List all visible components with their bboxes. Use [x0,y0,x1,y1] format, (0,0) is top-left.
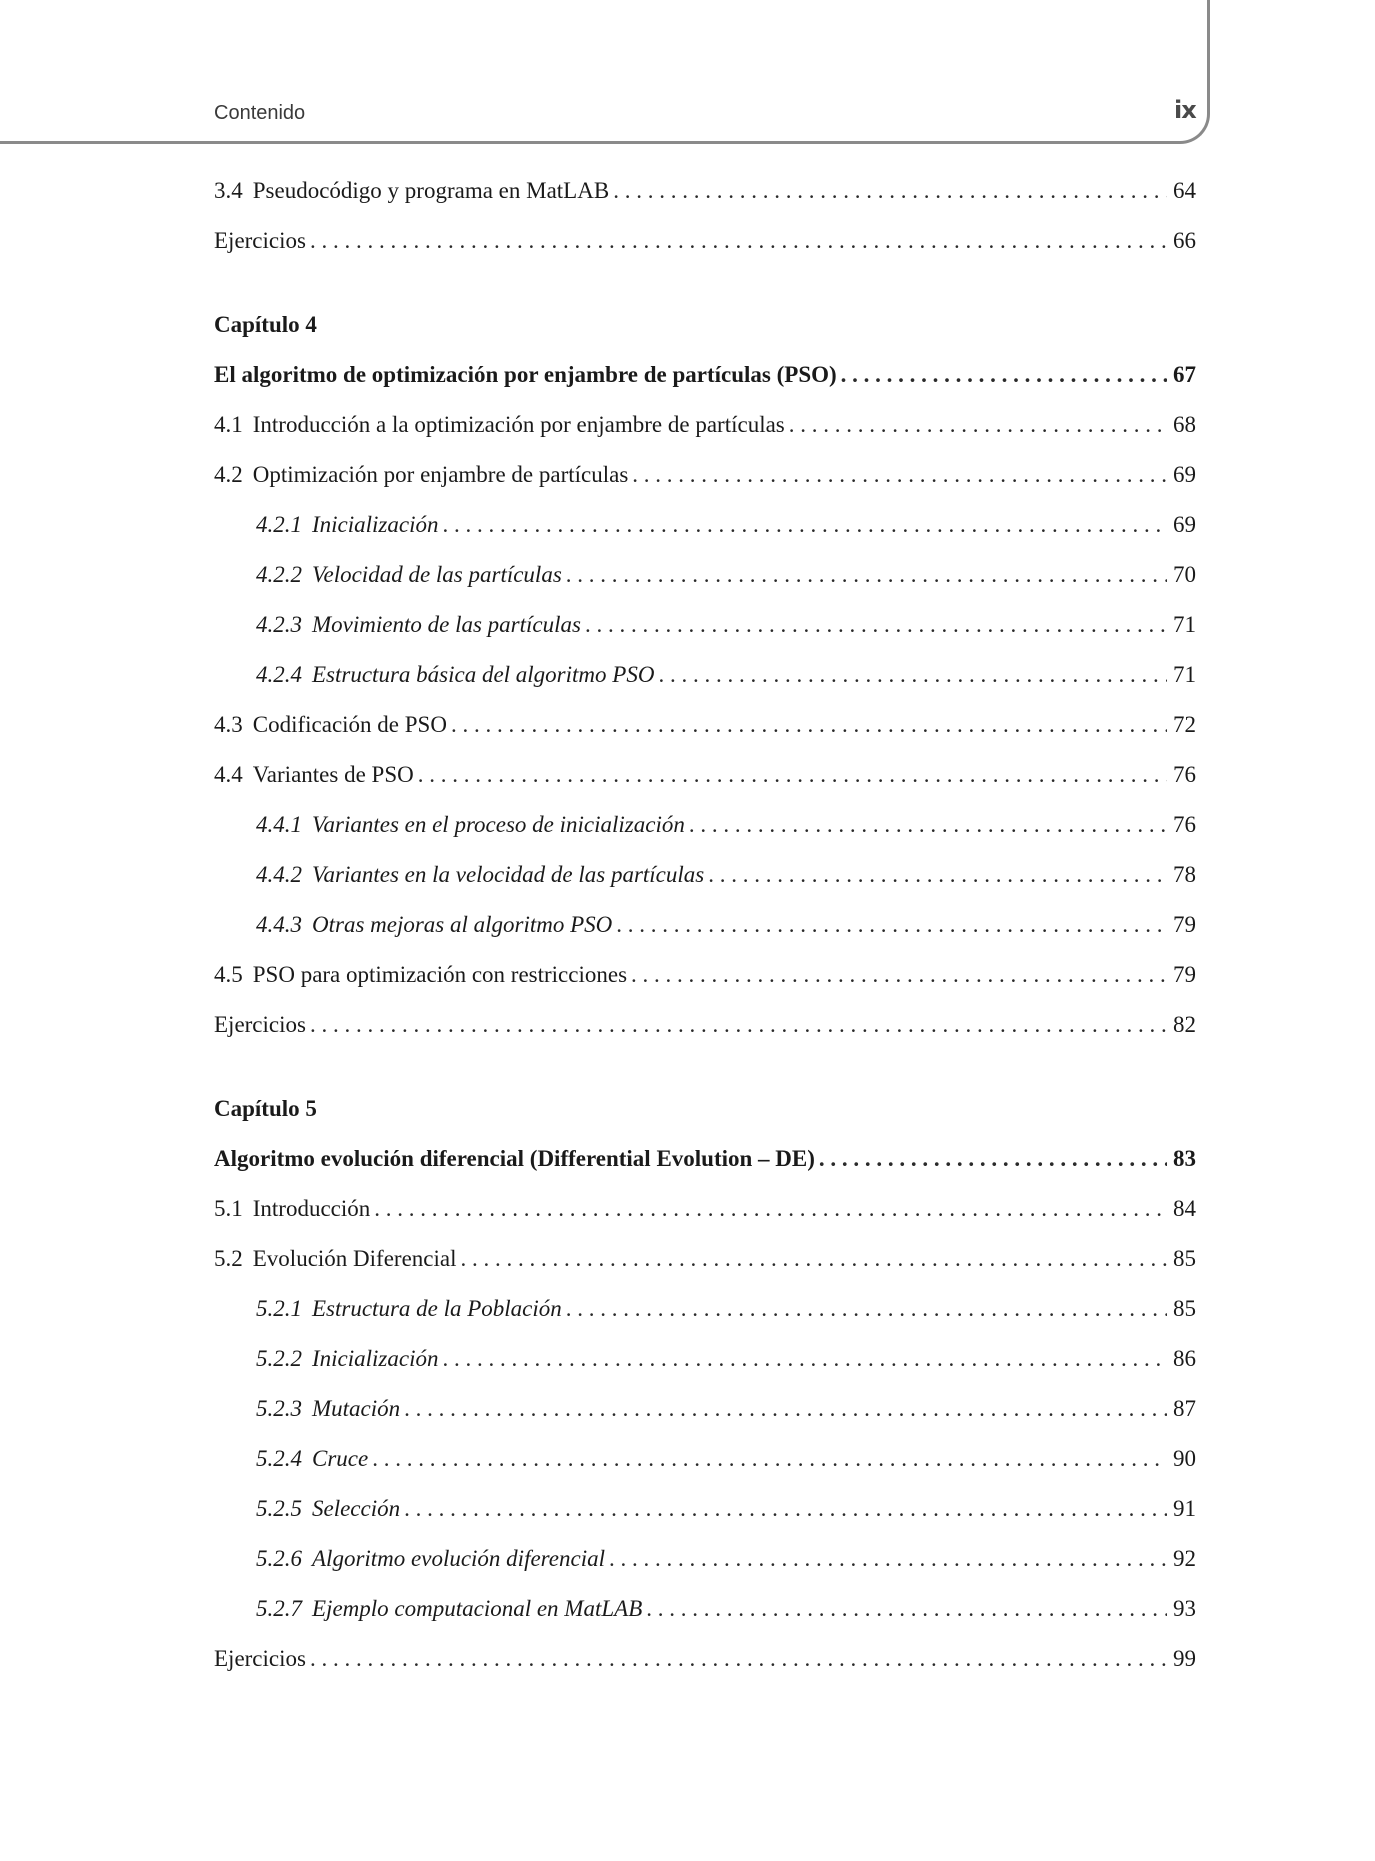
chapter-title: El algoritmo de optimización por enjambre de partículas (PSO) [214,362,837,387]
chapter-5-title-entry[interactable] [214,1146,1196,1178]
entry-title: Estructura de la Población [312,1296,562,1321]
entry-page: 90 [1173,1446,1196,1471]
entry-number: 4.2.4 [256,662,302,687]
entry-page: 87 [1173,1396,1196,1421]
entry-number: 3.4 [214,178,243,203]
entry-title: PSO para optimización con restricciones [252,962,628,987]
toc-entry-5-2-1[interactable] [214,1296,1196,1328]
entry-page: 99 [1173,1646,1196,1671]
entry-page: 82 [1173,1012,1196,1037]
entry-page: 70 [1173,562,1196,587]
toc-entry-5-2-7[interactable] [214,1596,1196,1628]
entry-number: 4.2.1 [256,512,302,537]
entry-title: Inicialización [312,512,439,537]
entry-title: Movimiento de las partículas [312,612,581,637]
toc-entry-5-2-6[interactable] [214,1546,1196,1578]
toc-entry-4-3[interactable] [214,712,1196,744]
dot-leader [372,1446,1167,1472]
dot-leader [658,662,1167,688]
entry-number: 4.5 [214,962,243,987]
entry-number: 5.2.6 [256,1546,302,1571]
dot-leader [566,1296,1167,1322]
toc-entry-4-2-3[interactable] [214,612,1196,644]
entry-number: 5.1 [214,1196,243,1221]
toc-entry-5-2-4[interactable] [214,1446,1196,1478]
entry-title: Mutación [312,1396,401,1421]
entry-page: 67 [1173,362,1196,387]
toc-entry-5-2-5[interactable] [214,1496,1196,1528]
dot-leader [442,512,1167,538]
entry-title: Otras mejoras al algoritmo PSO [312,912,613,937]
entry-title: Velocidad de las partículas [312,562,562,587]
toc-entry-4-1[interactable] [214,412,1196,444]
toc-entry-4-4-3[interactable] [214,912,1196,944]
entry-page: 76 [1173,762,1196,787]
entry-page: 85 [1173,1246,1196,1271]
entry-page: 66 [1173,228,1196,253]
entry-page: 86 [1173,1346,1196,1371]
entry-title: Algoritmo evolución diferencial [312,1546,605,1571]
entry-number: 4.2.3 [256,612,302,637]
toc-entry-4-2-4[interactable] [214,662,1196,694]
dot-leader [708,862,1167,888]
dot-leader [310,1012,1167,1038]
dot-leader [310,228,1167,254]
entry-page: 92 [1173,1546,1196,1571]
toc-entry-4-2[interactable] [214,462,1196,494]
entry-number: 4.2.2 [256,562,302,587]
dot-leader [609,1546,1167,1572]
toc-entry-ejercicios-5[interactable] [214,1646,1196,1678]
entry-number: 4.2 [214,462,243,487]
toc-entry-ejercicios-3[interactable] [214,228,1196,260]
entry-page: 71 [1173,612,1196,637]
entry-title: Variantes en el proceso de inicialización [312,812,685,837]
dot-leader [566,562,1167,588]
entry-title: Optimización por enjambre de partículas [252,462,629,487]
entry-number: 5.2.7 [256,1596,302,1621]
entry-page: 78 [1173,862,1196,887]
entry-number: 5.2.5 [256,1496,302,1521]
running-head: Contenido [214,102,306,124]
chapter-4-label: Capítulo 4 [214,312,317,337]
dot-leader [646,1596,1167,1622]
entry-page: 93 [1173,1596,1196,1621]
entry-title: Variantes de PSO [252,762,414,787]
dot-leader [613,178,1167,204]
entry-number: 5.2.1 [256,1296,302,1321]
entry-title: Introducción [252,1196,371,1221]
toc-entry-5-2-3[interactable] [214,1396,1196,1428]
dot-leader [442,1346,1167,1372]
toc-entry-4-4[interactable] [214,762,1196,794]
entry-title: Evolución Diferencial [252,1246,457,1271]
toc-entry-4-4-1[interactable] [214,812,1196,844]
entry-page: 69 [1173,512,1196,537]
entry-number: 4.4.1 [256,812,302,837]
entry-page: 91 [1173,1496,1196,1521]
entry-title: Ejercicios [214,228,306,253]
dot-leader [632,462,1167,488]
dot-leader [631,962,1167,988]
dot-leader [404,1496,1167,1522]
header-frame [0,0,1210,144]
dot-leader [460,1246,1167,1272]
toc-entry-5-2-2[interactable] [214,1346,1196,1378]
entry-number: 4.3 [214,712,243,737]
entry-title: Ejercicios [214,1012,306,1037]
toc-entry-3-4[interactable] [214,178,1196,210]
entry-title: Pseudocódigo y programa en MatLAB [252,178,610,203]
dot-leader [841,362,1167,388]
dot-leader [585,612,1167,638]
entry-title: Ejercicios [214,1646,306,1671]
dot-leader [451,712,1167,738]
toc-entry-5-1[interactable] [214,1196,1196,1228]
dot-leader [789,412,1167,438]
toc-entry-4-2-2[interactable] [214,562,1196,594]
entry-title: Cruce [312,1446,369,1471]
entry-number: 4.1 [214,412,243,437]
chapter-4-title-entry[interactable] [214,362,1196,394]
entry-page: 85 [1173,1296,1196,1321]
entry-number: 5.2.2 [256,1346,302,1371]
entry-number: 5.2 [214,1246,243,1271]
entry-title: Selección [312,1496,401,1521]
chapter-title: Algoritmo evolución diferencial (Differential Evolution – DE) [214,1146,815,1171]
page-number: ix [1174,96,1196,124]
entry-page: 64 [1173,178,1196,203]
dot-leader [404,1396,1167,1422]
entry-title: Codificación de PSO [252,712,447,737]
entry-number: 4.4.2 [256,862,302,887]
entry-page: 84 [1173,1196,1196,1221]
dot-leader [616,912,1167,938]
dot-leader [374,1196,1167,1222]
dot-leader [310,1646,1167,1672]
entry-page: 76 [1173,812,1196,837]
toc-entry-4-4-2[interactable] [214,862,1196,894]
toc-entry-4-5[interactable] [214,962,1196,994]
entry-title: Variantes en la velocidad de las partículas [312,862,705,887]
entry-page: 71 [1173,662,1196,687]
entry-number: 5.2.3 [256,1396,302,1421]
entry-number: 4.4 [214,762,243,787]
entry-page: 79 [1173,962,1196,987]
entry-page: 79 [1173,912,1196,937]
entry-page: 72 [1173,712,1196,737]
entry-number: 4.4.3 [256,912,302,937]
entry-page: 83 [1173,1146,1196,1171]
toc-entry-4-2-1[interactable] [214,512,1196,544]
entry-title: Introducción a la optimización por enjambre de partículas [252,412,785,437]
dot-leader [819,1146,1167,1172]
entry-title: Ejemplo computacional en MatLAB [312,1596,643,1621]
dot-leader [418,762,1167,788]
chapter-5-label: Capítulo 5 [214,1096,317,1121]
toc-entry-ejercicios-4[interactable] [214,1012,1196,1044]
entry-title: Inicialización [312,1346,439,1371]
toc-entry-5-2[interactable] [214,1246,1196,1278]
entry-number: 5.2.4 [256,1446,302,1471]
entry-page: 69 [1173,462,1196,487]
entry-title: Estructura básica del algoritmo PSO [312,662,655,687]
entry-page: 68 [1173,412,1196,437]
dot-leader [689,812,1167,838]
